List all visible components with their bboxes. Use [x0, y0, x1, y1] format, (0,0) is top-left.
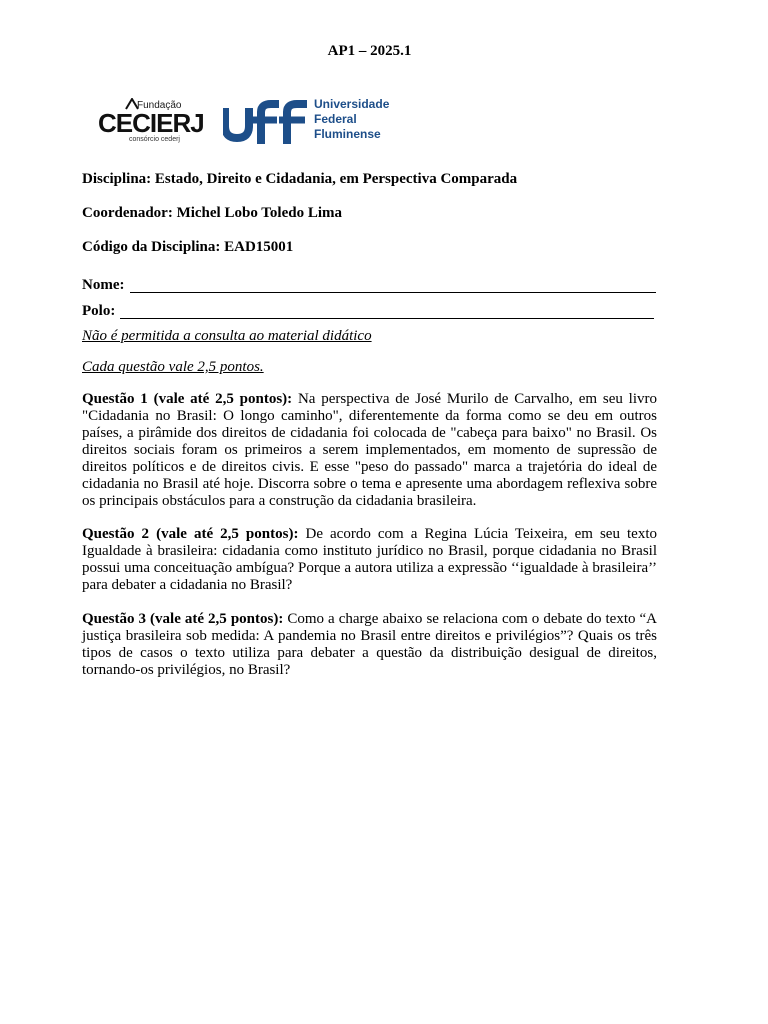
pontos-note: Cada questão vale 2,5 pontos.	[82, 359, 264, 375]
uff-line-3: Fluminense	[314, 127, 381, 141]
institution-logos	[85, 96, 415, 148]
course-coordenador: Coordenador: Michel Lobo Toledo Lima	[82, 205, 343, 221]
cecierj-subtitle: consórcio cederj	[129, 136, 180, 143]
course-disciplina: Disciplina: Estado, Direito e Cidadania, em Perspectiva Comparada	[82, 171, 518, 187]
question-2-head: Questão 2 (vale até 2,5 pontos):	[82, 526, 299, 542]
uff-line-1: Universidade	[314, 97, 390, 111]
nome-input-line[interactable]	[130, 292, 656, 293]
exam-title: AP1 – 2025.1	[327, 43, 412, 59]
consulta-note: Não é permitida a consulta ao material didático	[82, 328, 372, 344]
uff-logo-text	[314, 97, 389, 142]
question-3-text: Como a charge abaixo se relaciona com o debate do texto “A justiça brasileira sob medida: A pandemia no Brasil entre direitos e privilégios”? Quais os três tipos de casos o texto utiliza para debater a questão da distribuição desigual de direitos, tornando-os privilégios, no Brasil?	[82, 611, 658, 678]
question-1-text: Na perspectiva de José Murilo de Carvalho, em seu livro "Cidadania no Brasil: O longo caminho", diferentemente da forma como se deu em outros países, a pirâmide dos direitos de cidadania foi colocada de "cabeça para baixo" no Brasil. Os direitos sociais foram os primeiros a serem implementados, em momento de supressão de direitos políticos e de direitos civis. E esse "peso do passado" marca a trajetória do ideal de cidadania no Brasil até hoje. Discorra sobre o tema e apresente uma abordagem reflexiva sobre os principais obstáculos para a construção da cidadania brasileira.	[82, 391, 657, 509]
course-codigo: Código da Disciplina: EAD15001	[82, 239, 294, 255]
uff-line-2: Federal	[314, 112, 357, 126]
cecierj-fundacao-label: Fundação	[137, 100, 182, 111]
cecierj-logo-text: CECIERJ	[98, 108, 204, 138]
question-3	[82, 611, 657, 679]
polo-label: Polo:	[82, 303, 116, 319]
polo-input-line[interactable]	[120, 318, 654, 319]
uff-logo-icon	[223, 100, 309, 144]
nome-label: Nome:	[82, 277, 125, 293]
question-3-head: Questão 3 (vale até 2,5 pontos):	[82, 611, 284, 627]
question-1-head: Questão 1 (vale até 2,5 pontos):	[82, 391, 293, 407]
question-1	[82, 391, 657, 510]
question-2-text: De acordo com a Regina Lúcia Teixeira, em seu texto Igualdade à brasileira: cidadania como instituto jurídico no Brasil, porque cidadania no Brasil possui uma conceituação ambígua? Porque a autora utiliza a expressão ‘‘igualdade à brasileira’’ para debater a cidadania no Brasil?	[82, 526, 657, 593]
question-2	[82, 526, 657, 594]
